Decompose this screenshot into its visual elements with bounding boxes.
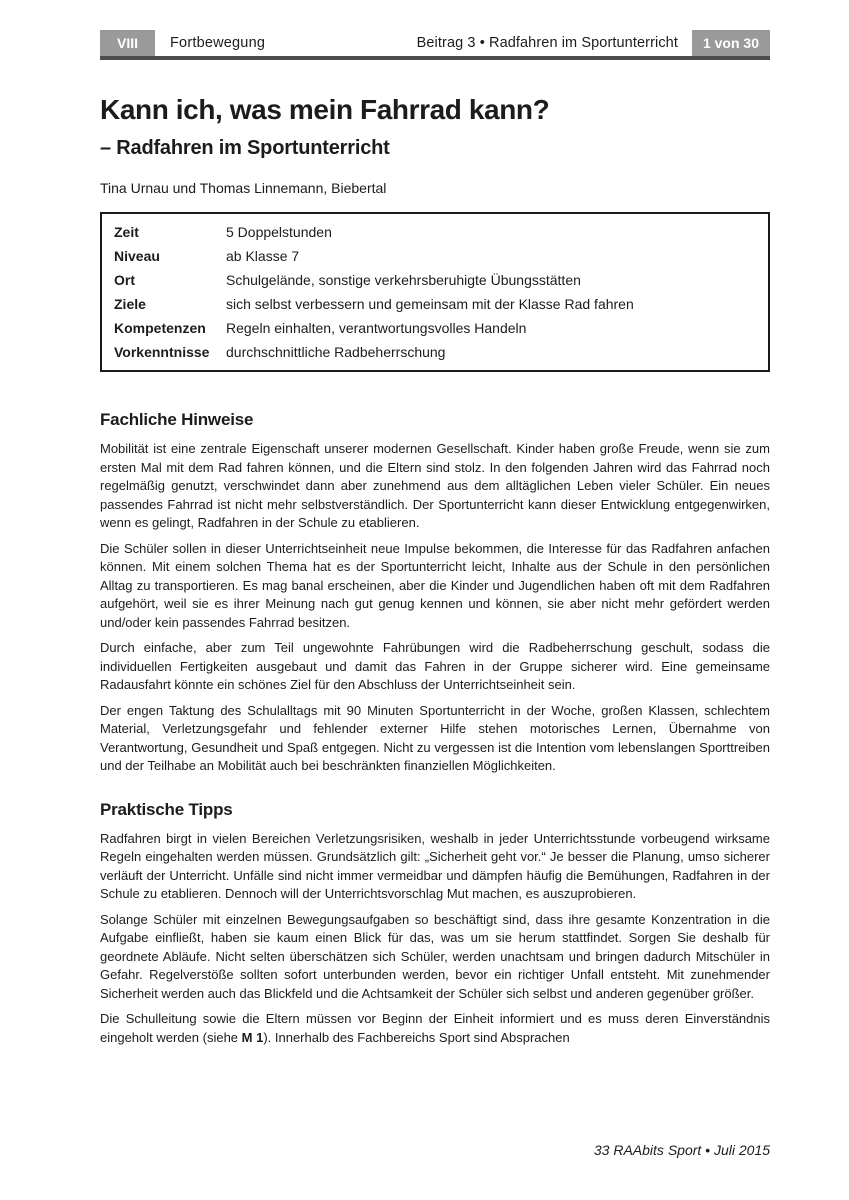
contribution-title: Beitrag 3 • Radfahren im Sportunterricht bbox=[416, 35, 678, 51]
info-row-zeit bbox=[102, 220, 768, 244]
paragraph-fachliche-4: Der engen Taktung des Schulalltags mit 90 Minuten Sportunterricht in der Woche, großen Klassen, schlechtem Material, Verletzungsgefahr und fehlender externer Hilfe stehen motorisches Lernen, Übernahme von Verantwortung, Gesundheit und Spaß entgegen. Nicht zu vergessen ist die Intention vom lebenslangen Sporttreiben und der Teilhabe an Mobilität auch bei beschränkten finanziellen Möglichkeiten. bbox=[100, 702, 770, 773]
info-value: Regeln einhalten, verantwortungsvolles Handeln bbox=[226, 320, 527, 336]
info-value: Schulgelände, sonstige verkehrsberuhigte Übungsstätten bbox=[226, 272, 581, 288]
authors-line: Tina Urnau und Thomas Linnemann, Biebertal bbox=[100, 180, 387, 196]
paragraph-praktische-3 bbox=[100, 1010, 770, 1047]
info-row-niveau bbox=[102, 244, 768, 268]
page-title: Kann ich, was mein Fahrrad kann? bbox=[100, 94, 550, 125]
paragraph-praktische-1: Radfahren birgt in vielen Bereichen Verletzungsrisiken, weshalb in jeder Unterrichtsstunde vorbeugend wirksame Regeln eingehalten werden müssen. Grundsätzlich gilt: „Sicherheit geht vor.“ Je besser die Planung, umso sicherer verläuft der Unterricht. Unfälle sind nicht immer vermeidbar und dämpfen häufig die Bemühungen, Radfahren in der Schule zu etablieren. Dennoch will der Unterrichtsvorschlag Mut machen, es auszuprobieren. bbox=[100, 830, 770, 901]
info-label: Niveau bbox=[114, 248, 160, 264]
info-label: Vorkenntnisse bbox=[114, 344, 210, 360]
info-row-ort bbox=[102, 268, 768, 292]
material-reference-m1: M 1 bbox=[241, 1029, 264, 1045]
page-subtitle: – Radfahren im Sportunterricht bbox=[100, 137, 390, 159]
paragraph-praktische-2: Solange Schüler mit einzelnen Bewegungsaufgaben so beschäftigt sind, dass ihre gesamte Konzentration in die Aufgabe einfließt, haben sie kaum einen Blick für das, was um sie herum stattfindet. Sorgen Sie deshalb für geordnete Abläufe. Nicht selten überschätzen sich Schüler, werden unachtsam und bringen dadurch Mitschüler in Gefahr. Regelverstöße sollten sofort unterbunden werden, bevor ein richtiger Unfall entsteht. Mit zunehmender Sicherheit werden auch das Blickfeld und die Achtsamkeit der Schüler sich selbst und anderen gegenüber größer. bbox=[100, 911, 770, 1001]
paragraph-fachliche-3: Durch einfache, aber zum Teil ungewohnte Fahrübungen wird die Radbeherrschung geschult, sodass die individuellen Fertigkeiten ausgebaut und damit das Fahren in der Gruppe sicherer wird. Eine gemeinsame Radausfahrt könnte ein schönes Ziel für den Abschluss der Unterrichtseinheit sein. bbox=[100, 640, 770, 692]
chapter-label: Fortbewegung bbox=[170, 35, 266, 51]
info-value: 5 Doppelstunden bbox=[226, 224, 332, 240]
section-fachliche-hinweise bbox=[100, 410, 770, 776]
header-rule bbox=[100, 56, 770, 60]
info-table bbox=[100, 212, 770, 372]
section-heading-praktische-tipps: Praktische Tipps bbox=[100, 799, 233, 819]
info-value: ab Klasse 7 bbox=[226, 248, 300, 264]
paragraph-text-before: Die Schulleitung sowie die Eltern müssen vor Beginn der Einheit informiert und es muss deren Einverständnis eingeholt werden (siehe bbox=[100, 1011, 770, 1045]
info-label: Ziele bbox=[114, 296, 146, 312]
page-header bbox=[100, 30, 770, 56]
info-value: durchschnittliche Radbeherrschung bbox=[226, 344, 446, 360]
paragraph-fachliche-2: Die Schüler sollen in dieser Unterrichtseinheit neue Impulse bekommen, die Interesse für das Radfahren anfachen können. Mit einem solchen Thema hat es der Sportunterricht leicht, Inhalte aus der Schule in den persönlichen Alltag zu transportieren. Es mag banal erscheinen, aber die Kinder und Jugendlichen haben oft mit dem Radfahren aufgehört, weil sie es ihrer Meinung nach gut genug kennen und können, sie aber nicht mehr gefördert werden und/oder kein passendes Fahrrad besitzen. bbox=[100, 540, 770, 630]
paragraph-text-after: ). Innerhalb des Fachbereichs Sport sind Absprachen bbox=[263, 1029, 570, 1045]
info-row-kompetenzen bbox=[102, 316, 768, 340]
page-content bbox=[100, 30, 770, 1054]
info-row-vorkenntnisse bbox=[102, 340, 768, 364]
paragraph-fachliche-1: Mobilität ist eine zentrale Eigenschaft unserer modernen Gesellschaft. Kinder haben große Freude, wenn sie zum ersten Mal mit dem Rad fahren können, und die Eltern sind stolz. In den folgenden Jahren wird das Fahrrad noch regelmäßig genutzt, verschwindet dann aber zunehmend aus dem alltäglichen Leben vieler Schüler. Ein neues passendes Fahrrad ist nicht mehr selbstverständlich. Der Sportunterricht kann dieser Entwicklung entgegenwirken, wenn es gelingt, Radfahren in der Schule zu etablieren. bbox=[100, 441, 770, 530]
section-praktische-tipps bbox=[100, 800, 770, 1048]
info-label: Ort bbox=[114, 272, 135, 288]
chapter-badge: VIII bbox=[100, 30, 155, 56]
info-label: Kompetenzen bbox=[114, 320, 206, 336]
page-indicator-badge: 1 von 30 bbox=[692, 30, 770, 56]
section-heading-fachliche-hinweise: Fachliche Hinweise bbox=[100, 410, 254, 429]
info-label: Zeit bbox=[114, 224, 139, 240]
info-row-ziele bbox=[102, 292, 768, 316]
info-value: sich selbst verbessern und gemeinsam mit der Klasse Rad fahren bbox=[226, 296, 634, 312]
page-footer: 33 RAAbits Sport • Juli 2015 bbox=[593, 1142, 770, 1158]
